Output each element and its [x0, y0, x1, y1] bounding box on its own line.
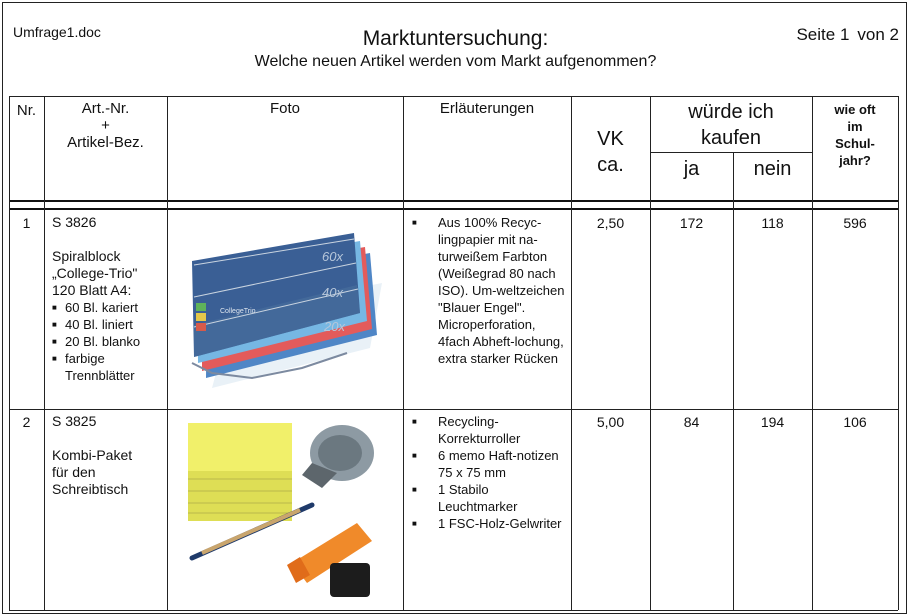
page-subtitle: Welche neuen Artikel werden vom Markt aufgenommen?: [254, 53, 657, 70]
row-2-article: [52, 413, 164, 498]
row-1-photo: [172, 213, 398, 406]
row-1-feature: ■ farbige Trennblätter: [52, 350, 164, 384]
correction-roller-icon: [302, 425, 374, 488]
col-header-kaufen: kaufen: [700, 127, 762, 149]
row-1-name-line-3: 120 Blatt A4:: [52, 282, 132, 298]
photo-label-40x: 40x: [322, 285, 343, 300]
col-header-nr: Nr.: [16, 102, 37, 119]
row-1-feature-list: [52, 299, 164, 384]
row-2-art-nr: S 3825: [52, 413, 97, 429]
file-name: Umfrage1.doc: [13, 24, 101, 40]
sticky-notes-icon: [188, 423, 292, 521]
col-header-wie-oft-line-3: Schul-: [835, 136, 875, 151]
row-1-ja: 172: [679, 215, 704, 231]
row-2-explanation-list: [408, 413, 568, 532]
row-2-photo: [172, 413, 398, 606]
row-1-name-line-1: Spiralblock: [52, 248, 121, 264]
row-1-explanation-list: [408, 214, 568, 367]
row-1-art-nr: S 3826: [52, 214, 97, 230]
row-1-feature: ■ 60 Bl. kariert: [52, 299, 164, 316]
col-header-vk-label: VK: [597, 128, 624, 150]
row-1-wie-oft: 596: [843, 215, 867, 231]
col-header-wuerde-ich: würde ich: [688, 101, 774, 123]
spiral-block-image: [172, 213, 398, 406]
page-of-label: von 2: [857, 25, 899, 44]
row-2-name-line-3: Schreibtisch: [52, 481, 129, 497]
row-2-nr: 2: [22, 414, 31, 430]
row-1-explanations: [408, 214, 568, 367]
row-2-explanation: ■ 1 Stabilo Leuchtmarker: [408, 481, 568, 515]
row-2-explanation: ■ Recycling-Korrekturroller: [408, 413, 568, 447]
col-header-foto: Foto: [269, 100, 300, 117]
col-header-wie-oft-line-4: jahr?: [839, 153, 871, 168]
col-header-art-nr: [44, 100, 167, 151]
col-header-wie-oft: [812, 101, 898, 169]
col-header-wie-oft-line-1: wie oft: [834, 102, 876, 117]
page-number: [796, 25, 899, 45]
row-2-ja: 84: [683, 414, 700, 430]
row-1-nr: 1: [22, 215, 31, 231]
cap-icon: [330, 563, 370, 597]
photo-label-60x: 60x: [322, 249, 343, 264]
row-2-explanations: [408, 413, 568, 532]
row-1-nein: 118: [761, 215, 784, 231]
col-header-nein: nein: [753, 158, 792, 180]
col-header-vk: [571, 126, 650, 178]
row-2-name-line-1: Kombi-Paket: [52, 447, 133, 463]
col-header-plus: +: [101, 117, 110, 134]
page-label: Seite 1: [796, 25, 850, 44]
col-header-erlaeuterungen: Erläuterungen: [439, 100, 535, 117]
row-2-explanation: ■ 1 FSC-Holz-Gelwriter: [408, 515, 568, 532]
col-header-art-nr-label: Art.-Nr.: [81, 100, 130, 117]
row-2-vk: 5,00: [596, 414, 625, 430]
row-1-explanation: ■ Aus 100% Recyc-lingpapier mit na-turweißem Farbton (Weißegrad 80 nach ISO). Um-weltzeichen "Blauer Engel". Microperforation, 4fach Abheft-lochung, extra starker Rücken: [408, 214, 568, 367]
row-2-explanation: ■ 6 memo Haft-notizen 75 x 75 mm: [408, 447, 568, 481]
col-header-artikel-bez: Artikel-Bez.: [67, 134, 144, 151]
row-1-article: [52, 214, 164, 384]
row-1-feature: ■ 20 Bl. blanko: [52, 333, 164, 350]
page-title: Marktuntersuchung:: [362, 27, 549, 50]
row-2-wie-oft: 106: [843, 414, 867, 430]
col-header-ja: ja: [683, 158, 700, 180]
col-header-wuerde-ich-kaufen: [650, 99, 812, 151]
col-header-wie-oft-line-2: im: [847, 119, 863, 134]
row-1-name-line-2: „College-Trio": [52, 265, 138, 281]
photo-label-20x: 20x: [324, 319, 345, 334]
row-1-feature: ■ 40 Bl. liniert: [52, 316, 164, 333]
desk-kit-image: [172, 413, 398, 606]
col-header-ca-label: ca.: [597, 154, 624, 176]
row-1-vk: 2,50: [596, 215, 625, 231]
row-2-nein: 194: [760, 414, 785, 430]
row-2-name-line-2: für den: [52, 464, 96, 480]
photo-label-brand: CollegeTrio: [220, 308, 256, 315]
